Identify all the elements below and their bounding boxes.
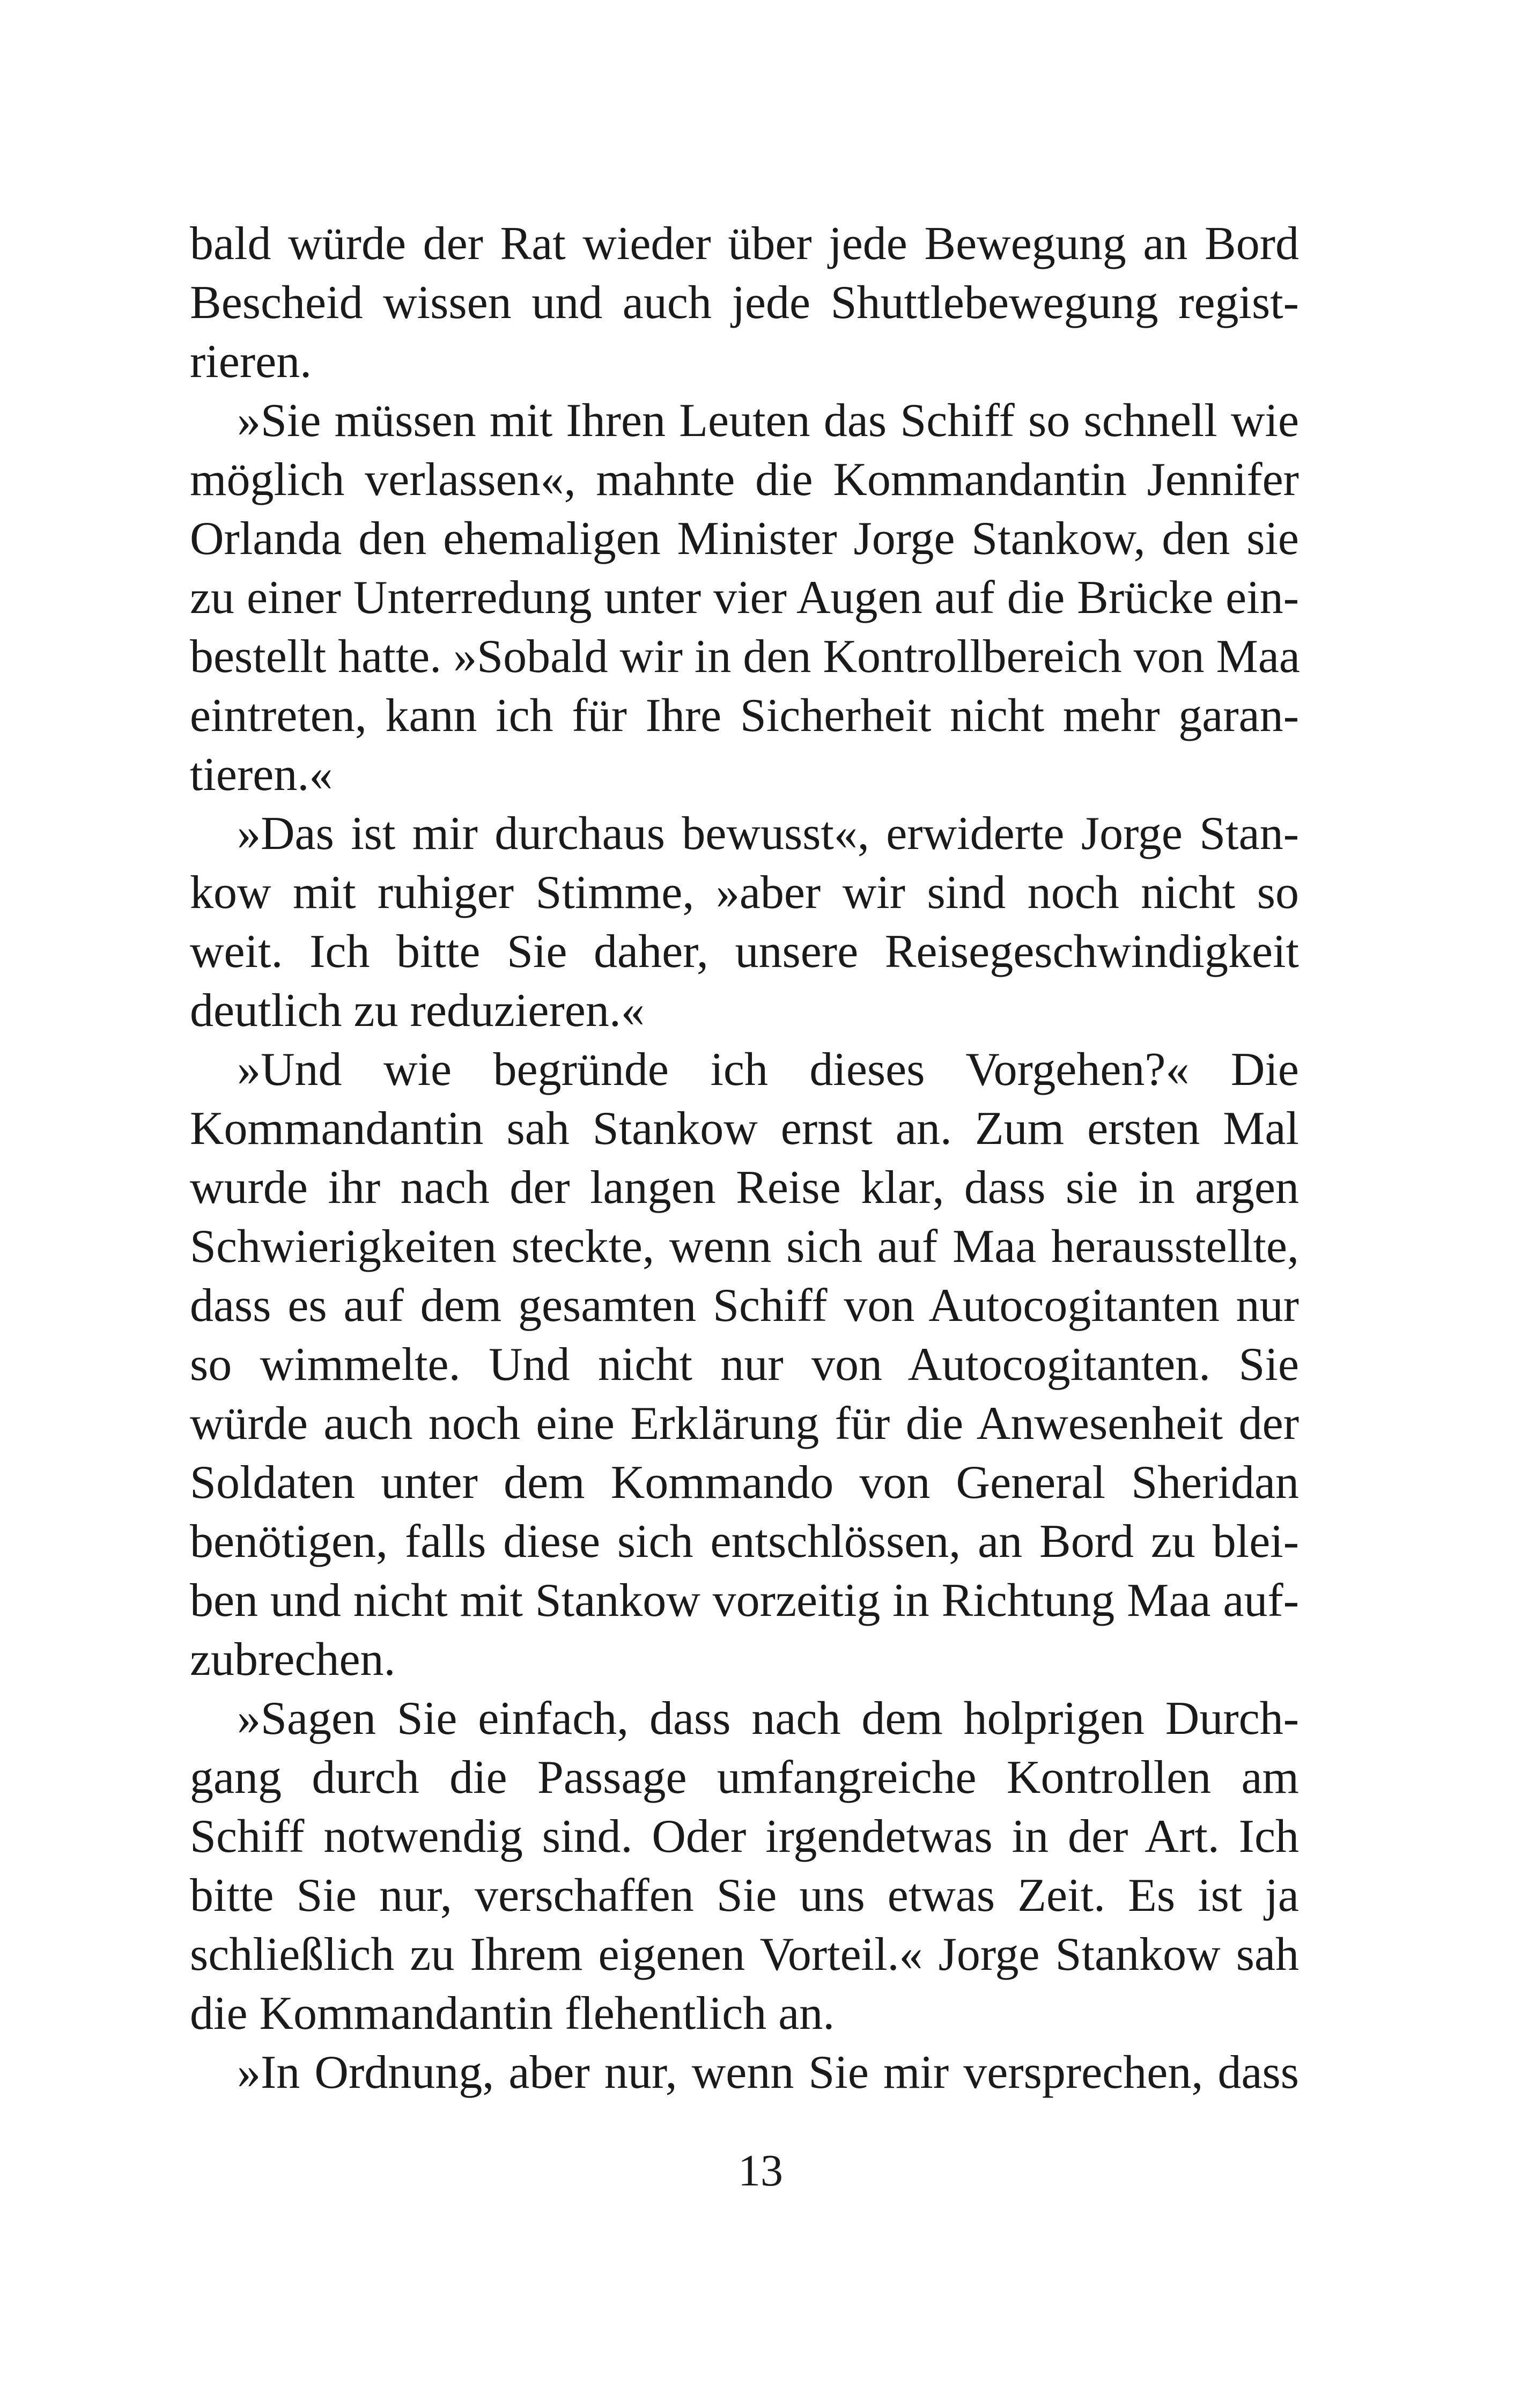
page-number: 13	[738, 2146, 783, 2196]
text-line: Bescheid wissen und auch jede Shuttlebewegung regist-	[190, 277, 1299, 329]
text-line: Orlanda den ehemaligen Minister Jorge Stankow, den sie	[190, 513, 1299, 565]
text-line: ben und nicht mit Stankow vorzeitig in Richtung Maa auf-	[190, 1575, 1299, 1627]
text-line: »Und wie begründe ich dieses Vorgehen?« Die	[237, 1044, 1299, 1096]
text-line: Soldaten unter dem Kommando von General Sheridan	[190, 1457, 1299, 1509]
text-line: bestellt hatte. »Sobald wir in den Kontrollbereich von Maa	[190, 631, 1300, 683]
text-line: gang durch die Passage umfangreiche Kontrollen am	[190, 1752, 1299, 1804]
text-line: Schwierigkeiten steckte, wenn sich auf Maa herausstellte,	[190, 1221, 1299, 1273]
text-line: »Sie müssen mit Ihren Leuten das Schiff so schnell wie	[237, 395, 1299, 447]
text-line: möglich verlassen«, mahnte die Kommandantin Jennifer	[190, 454, 1299, 506]
text-line: so wimmelte. Und nicht nur von Autocogitanten. Sie	[190, 1339, 1299, 1391]
text-line: würde auch noch eine Erklärung für die Anwesenheit der	[190, 1398, 1299, 1450]
text-line: tieren.«	[190, 749, 333, 801]
text-line: weit. Ich bitte Sie daher, unsere Reisegeschwindigkeit	[190, 926, 1299, 978]
text-line: »Sagen Sie einfach, dass nach dem holprigen Durch-	[237, 1693, 1299, 1745]
text-line: kow mit ruhiger Stimme, »aber wir sind noch nicht so	[190, 867, 1299, 919]
text-line: wurde ihr nach der langen Reise klar, dass sie in argen	[190, 1162, 1299, 1214]
text-line: schließlich zu Ihrem eigenen Vorteil.« Jorge Stankow sah	[190, 1929, 1299, 1981]
text-line: Kommandantin sah Stankow ernst an. Zum ersten Mal	[190, 1103, 1299, 1155]
text-line: »Das ist mir durchaus bewusst«, erwiderte Jorge Stan-	[237, 808, 1299, 860]
text-line: zu einer Unterredung unter vier Augen auf die Brücke ein-	[190, 572, 1299, 624]
text-line: deutlich zu reduzieren.«	[190, 985, 645, 1037]
text-line: Schiff notwendig sind. Oder irgendetwas in der Art. Ich	[190, 1811, 1299, 1863]
text-line: »In Ordnung, aber nur, wenn Sie mir versprechen, dass	[237, 2047, 1299, 2099]
text-line: bitte Sie nur, verschaffen Sie uns etwas Zeit. Es ist ja	[190, 1870, 1299, 1922]
text-line: rieren.	[190, 336, 312, 388]
text-line: eintreten, kann ich für Ihre Sicherheit nicht mehr garan-	[190, 690, 1299, 742]
text-line: benötigen, falls diese sich entschlössen, an Bord zu blei-	[190, 1516, 1299, 1568]
text-line: dass es auf dem gesamten Schiff von Autocogitanten nur	[190, 1280, 1299, 1332]
text-line: die Kommandantin flehentlich an.	[190, 1988, 835, 2040]
text-line: zubrechen.	[190, 1634, 396, 1686]
body-text	[190, 215, 1299, 2102]
text-line: bald würde der Rat wieder über jede Bewegung an Bord	[190, 218, 1299, 270]
